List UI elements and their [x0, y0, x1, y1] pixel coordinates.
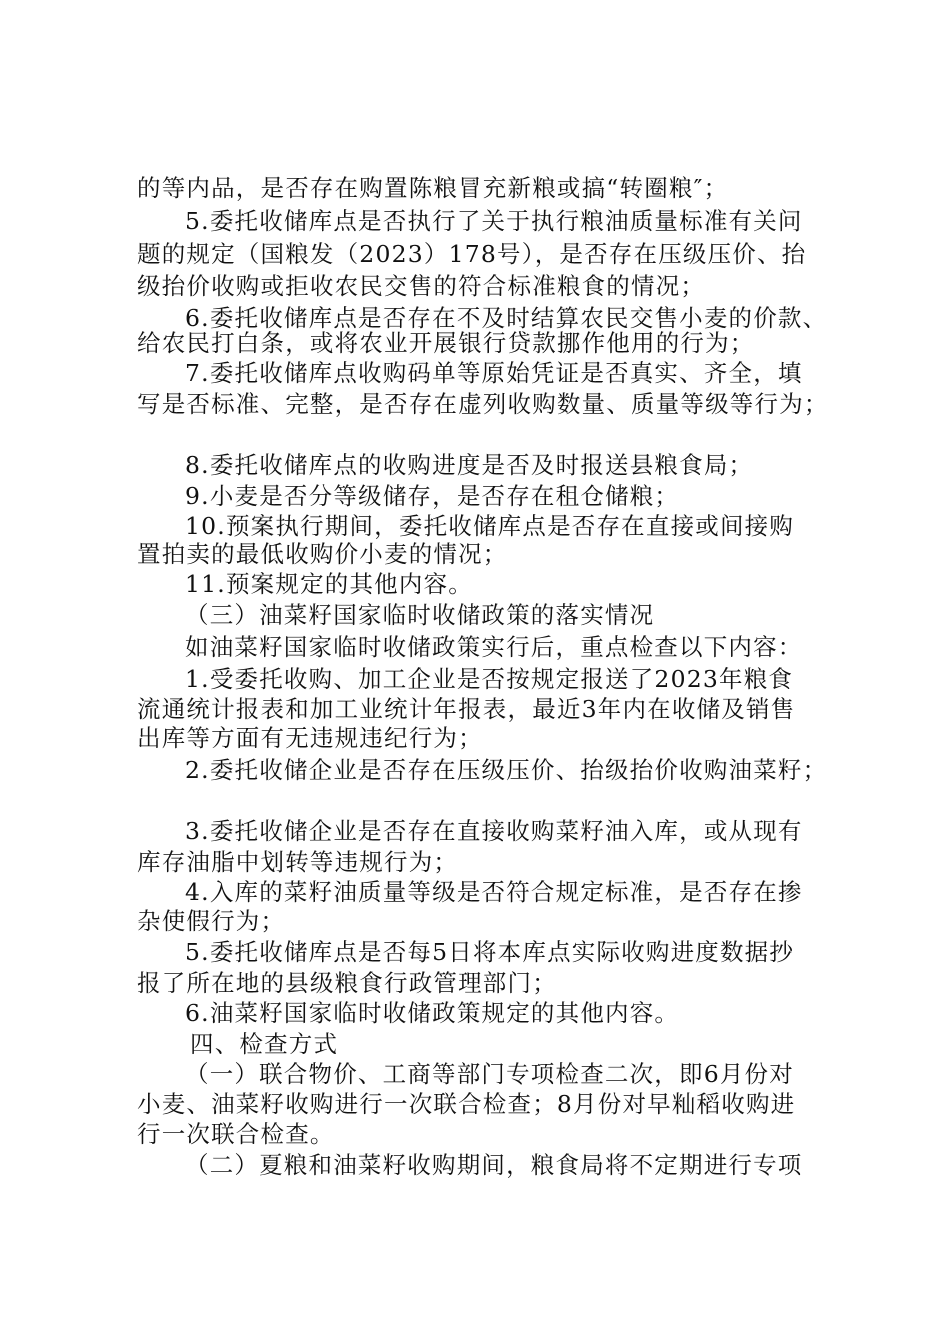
body-line: 如油菜籽国家临时收储政策实行后，重点检查以下内容： — [185, 633, 803, 661]
body-line: 6.油菜籽国家临时收储政策规定的其他内容。 — [185, 999, 680, 1027]
body-line: 报了所在地的县级粮食行政管理部门； — [137, 969, 557, 997]
body-line: 7.委托收储库点收购码单等原始凭证是否真实、齐全，填 — [185, 359, 803, 387]
body-line: 行一次联合检查。 — [137, 1120, 335, 1148]
body-line: 库存油脂中划转等违规行为； — [137, 848, 459, 876]
body-line: 级抬价收购或拒收农民交售的符合标准粮食的情况； — [137, 272, 706, 300]
body-line: 3.委托收储企业是否存在直接收购菜籽油入库，或从现有 — [185, 817, 803, 845]
body-line: 杂使假行为； — [137, 907, 286, 935]
body-line: 写是否标准、完整，是否存在虚列收购数量、质量等级等行为； — [137, 390, 829, 418]
body-line: 置拍卖的最低收购价小麦的情况； — [137, 540, 508, 568]
body-line: 8.委托收储库点的收购进度是否及时报送县粮食局； — [185, 451, 754, 479]
body-line: 给农民打白条，或将农业开展银行贷款挪作他用的行为； — [137, 329, 755, 357]
section-heading: （三）油菜籽国家临时收储政策的落实情况 — [185, 601, 655, 629]
body-line: 小麦、油菜籽收购进行一次联合检查；8月份对早籼稻收购进 — [137, 1090, 796, 1118]
body-line: 6.委托收储库点是否存在不及时结算农民交售小麦的价款、 — [185, 304, 828, 332]
body-line: （一）联合物价、工商等部门专项检查二次，即6月份对 — [185, 1060, 794, 1088]
body-line: 1.受委托收购、加工企业是否按规定报送了2023年粮食 — [185, 665, 794, 693]
body-line: 5.委托收储库点是否每5日将本库点实际收购进度数据抄 — [185, 938, 795, 966]
section-heading: 四、检查方式 — [190, 1030, 339, 1058]
body-line: （二）夏粮和油菜籽收购期间，粮食局将不定期进行专项 — [185, 1151, 803, 1179]
body-line: 10.预案执行期间，委托收储库点是否存在直接或间接购 — [185, 512, 795, 540]
body-line: 11.预案规定的其他内容。 — [185, 570, 473, 598]
body-line: 5.委托收储库点是否执行了关于执行粮油质量标准有关问 — [185, 207, 803, 235]
body-line: 4.入库的菜籽油质量等级是否符合规定标准，是否存在掺 — [185, 878, 803, 906]
body-line: 9.小麦是否分等级储存，是否存在租仓储粮； — [185, 482, 680, 510]
body-line: 2.委托收储企业是否存在压级压价、抬级抬价收购油菜籽； — [185, 756, 828, 784]
body-line: 题的规定（国粮发（2023）178号），是否存在压级压价、抬 — [137, 240, 807, 268]
body-line: 流通统计报表和加工业统计年报表，最近3年内在收储及销售 — [137, 695, 796, 723]
body-line: 出库等方面有无违规违纪行为； — [137, 724, 483, 752]
body-line: 的等内品，是否存在购置陈粮冒充新粮或搞“转圈粮″； — [137, 174, 729, 202]
